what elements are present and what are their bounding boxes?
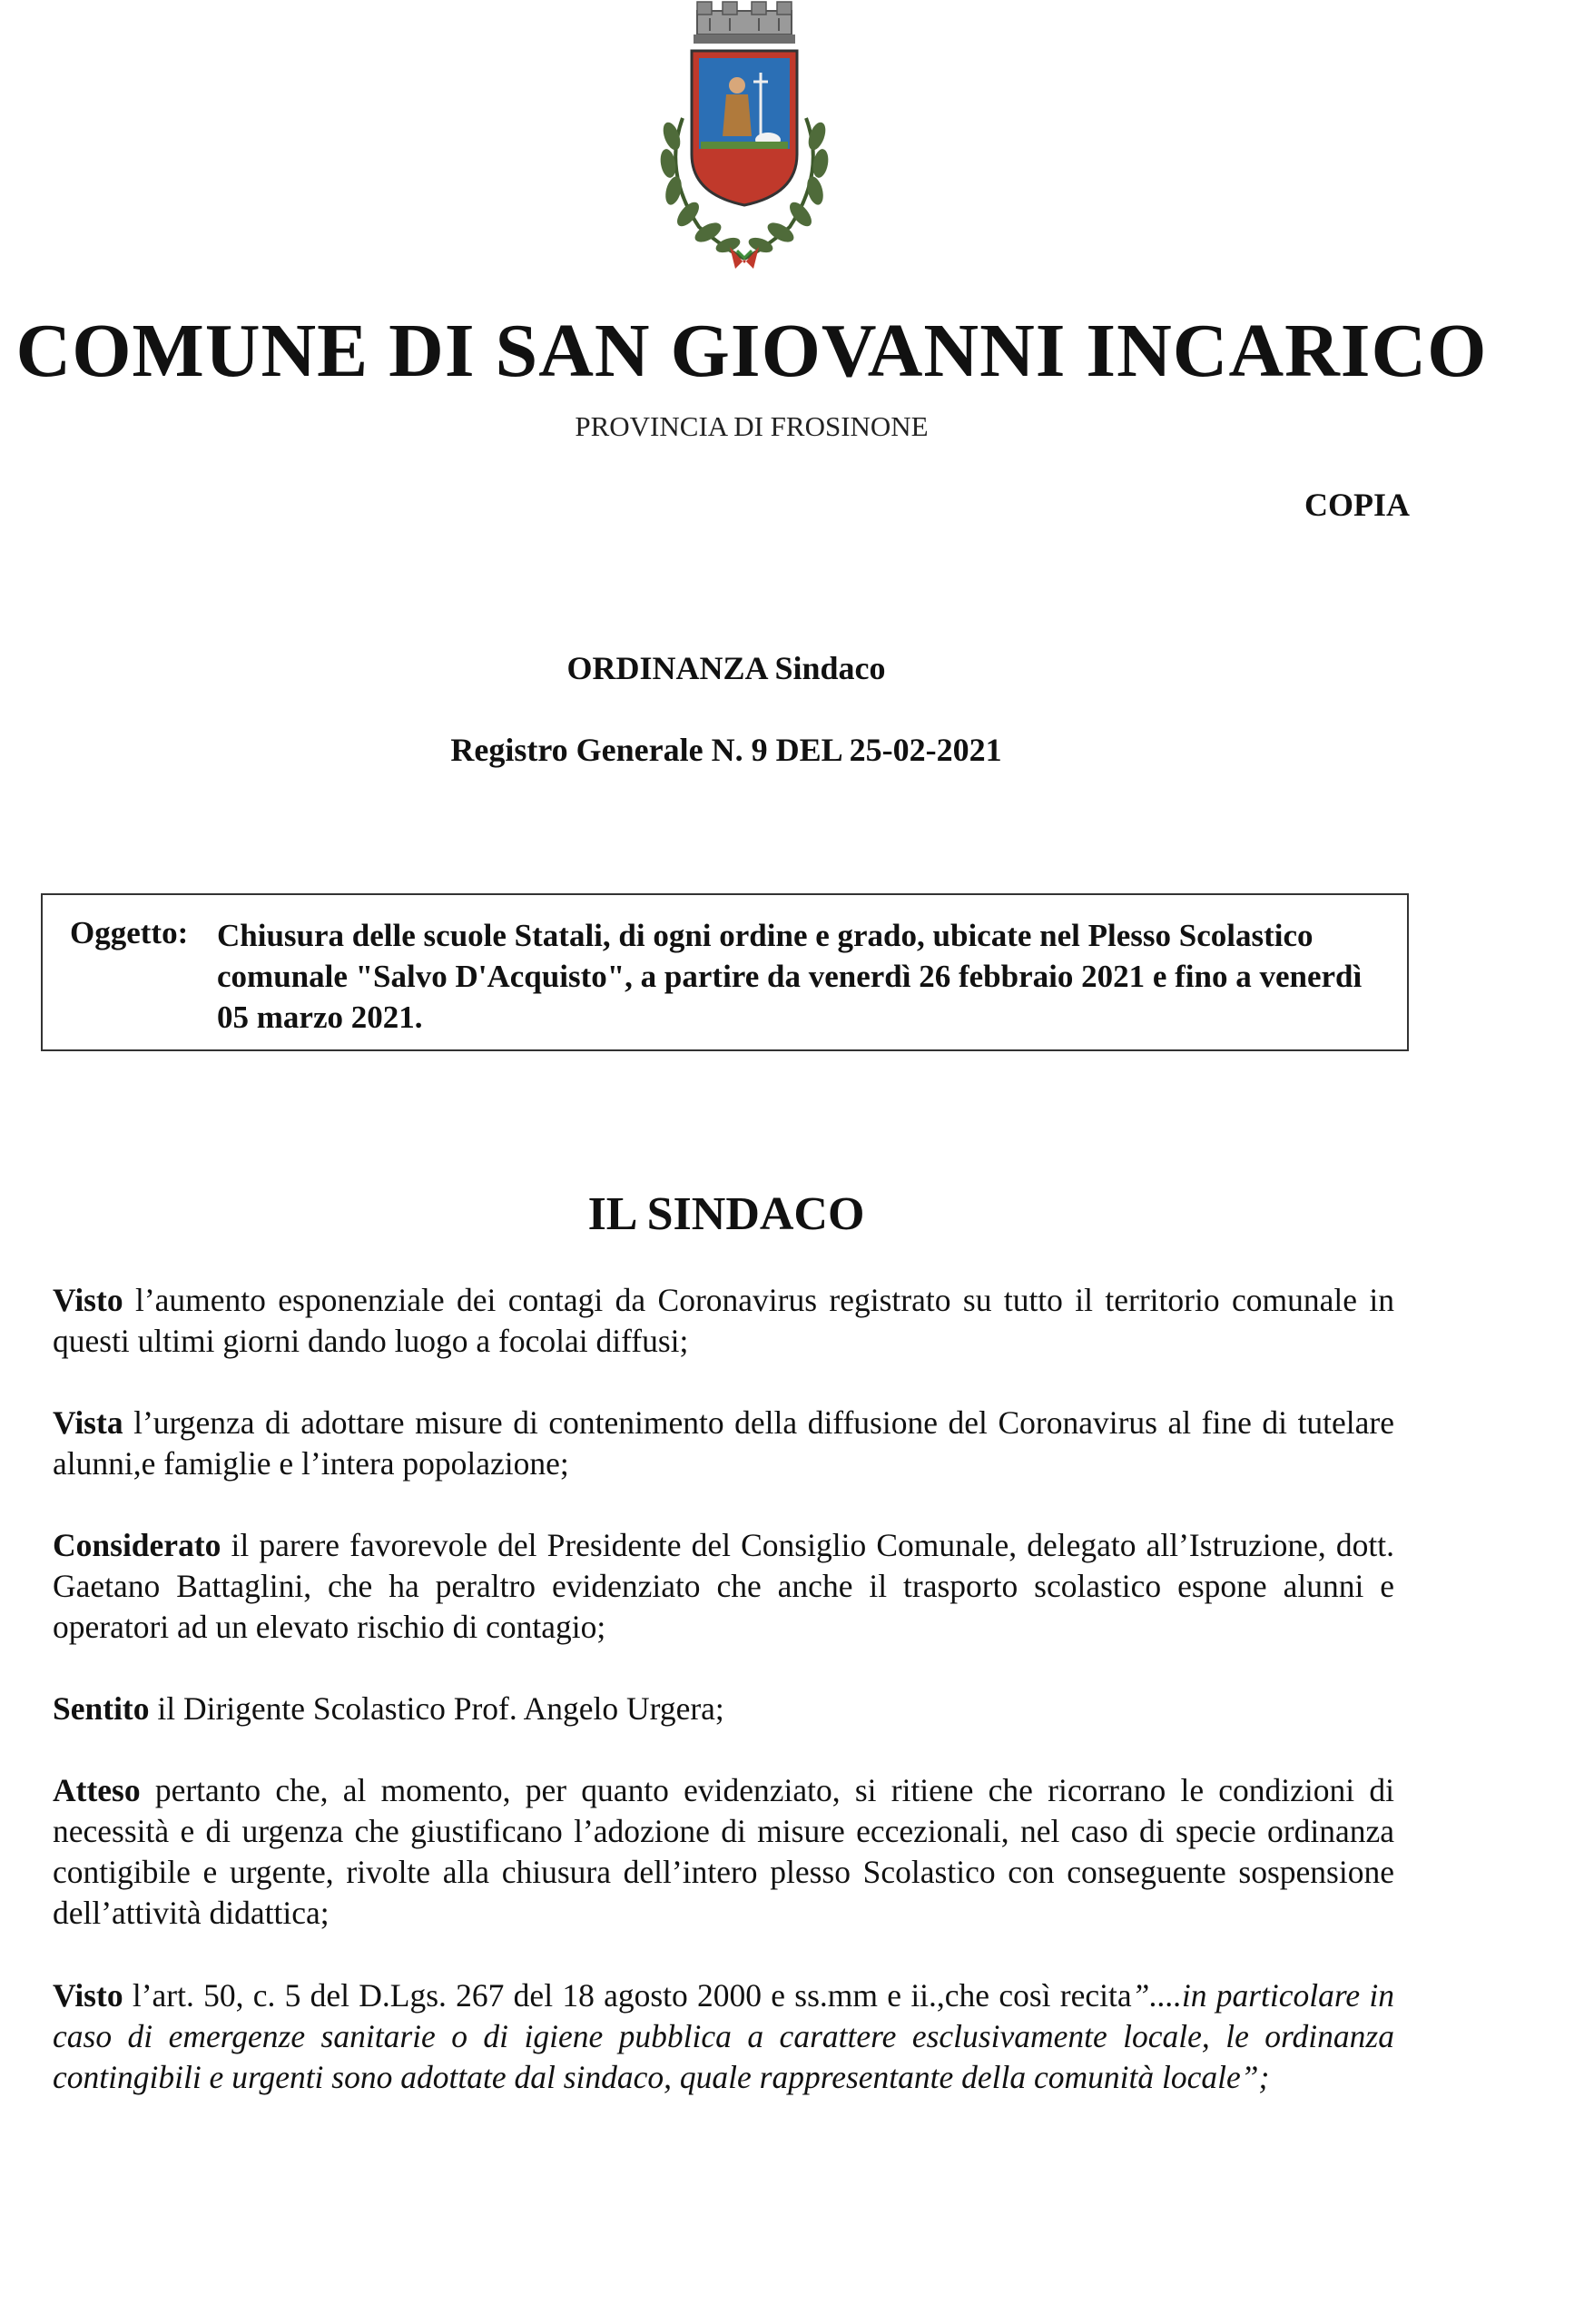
section-heading: IL SINDACO [587, 1188, 865, 1240]
register-number: Registro Generale N. 9 DEL 25-02-2021 [450, 732, 1002, 768]
clause-quote: ”....in particolare in caso di emergenze sanitarie o di igiene pubblica a carattere esclusivamente locale, le ordinanza contingibili e urgenti sono adottate dal sindaco, quale rappresentante della comunità locale”; [53, 1977, 1395, 2095]
subject-text: Chiusura delle scuole Statali, di ogni ordine e grado, ubicate nel Plesso Scolastico comunale "Salvo D'Acquisto", a partire da venerdì 26 febbraio 2021 e fino a venerdì 05 marzo 2021. [217, 918, 1363, 1035]
clause-keyword: Considerato [53, 1527, 221, 1563]
clause-paragraph [53, 1770, 1394, 1934]
clause-paragraph [53, 1280, 1394, 1362]
clause-paragraph [53, 1975, 1394, 2098]
clause-text: il parere favorevole del Presidente del Consiglio Comunale, delegato all’Istruzione, dott. Gaetano Battaglini, che ha peraltro evidenziato che anche il trasporto scolastico espone alunni e operatori ad un elevato rischio di contagio; [53, 1527, 1394, 1645]
coat-of-arms-emblem [635, 0, 853, 272]
clause-paragraph [53, 1689, 1394, 1729]
clause-keyword: Visto [53, 1282, 123, 1318]
clause-text: il Dirigente Scolastico Prof. Angelo Urgera; [149, 1690, 724, 1727]
clause-keyword: Visto [53, 1977, 123, 2014]
clause-text: l’aumento esponenziale dei contagi da Coronavirus registrato su tutto il territorio comunale in questi ultimi giorni dando luogo a focolai diffusi; [53, 1282, 1394, 1359]
clause-text: pertanto che, al momento, per quanto evidenziato, si ritiene che ricorrano le condizioni di necessità e di urgenza che giustificano l’adozione di misure eccezionali, nel caso di specie ordinanza contigibile e urgente, rivolte alla chiusura dell’intero plesso Scolastico con conseguente sospensione dell’attività didattica; [53, 1772, 1394, 1931]
document-body [53, 1280, 1394, 2139]
crown-icon [694, 2, 795, 44]
shield-icon [692, 51, 797, 205]
copy-label: COPIA [1304, 487, 1410, 523]
subject-label: Oggetto: [70, 915, 189, 950]
tricolor-ribbon-icon [730, 247, 759, 269]
clause-paragraph [53, 1525, 1394, 1648]
clause-paragraph [53, 1403, 1394, 1484]
clause-text: l’urgenza di adottare misure di contenimento della diffusione del Coronavirus al fine di tutelare alunni,e famiglie e l’intera popolazione; [53, 1404, 1394, 1482]
clause-text: l’art. 50, c. 5 del D.Lgs. 267 del 18 agosto 2000 e ss.mm e ii.,che così recita [123, 1977, 1132, 2014]
province-subtitle: PROVINCIA DI FROSINONE [575, 410, 929, 442]
subject-box [41, 893, 1409, 1051]
municipality-title: COMUNE DI SAN GIOVANNI INCARICO [15, 309, 1488, 393]
clause-keyword: Vista [53, 1404, 123, 1441]
document-type: ORDINANZA Sindaco [566, 650, 886, 686]
clause-keyword: Atteso [53, 1772, 141, 1808]
clause-keyword: Sentito [53, 1690, 150, 1727]
